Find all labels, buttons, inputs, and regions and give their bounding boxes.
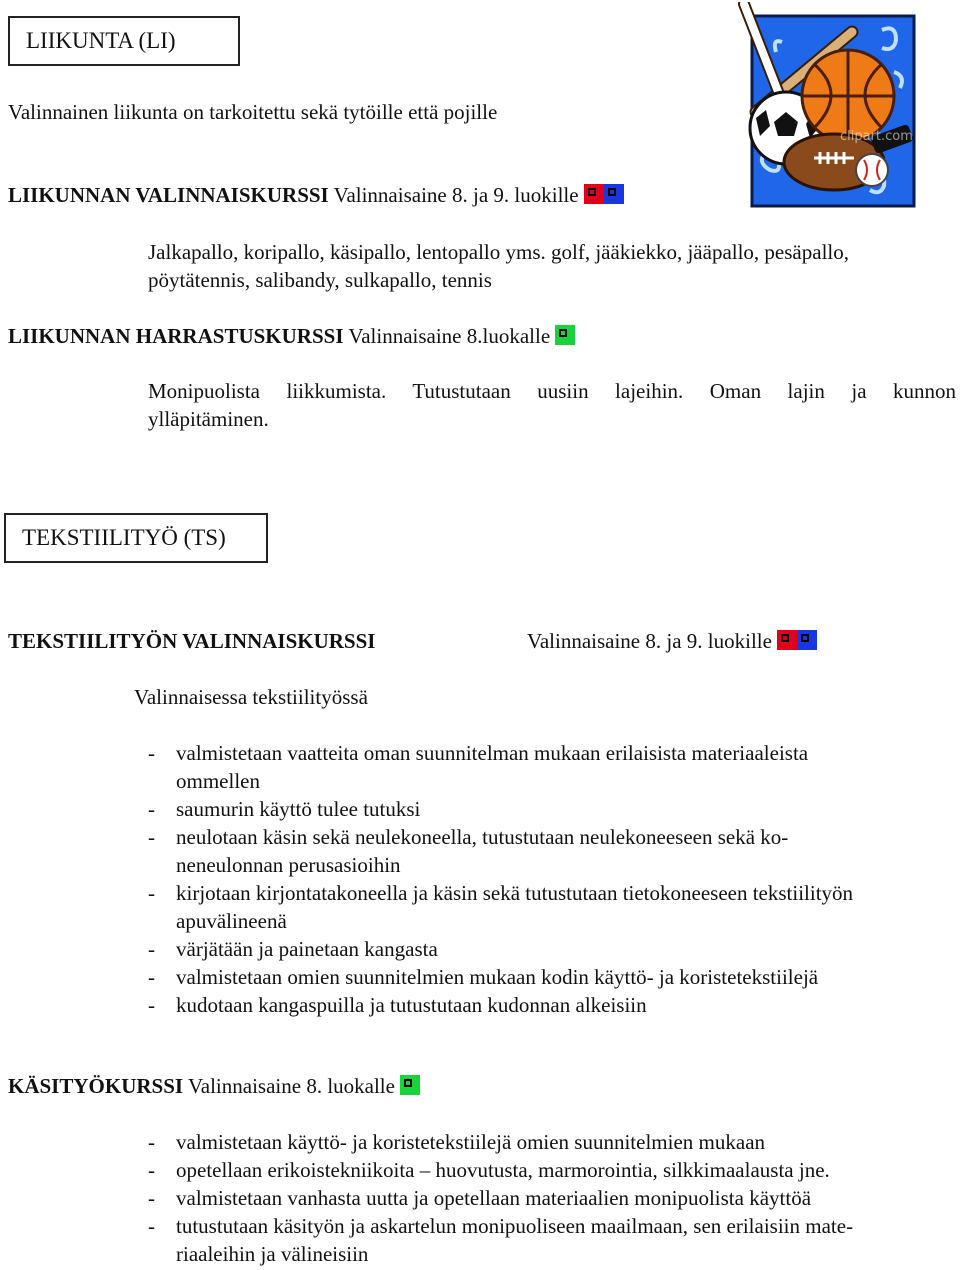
sports-balls-clipart-icon (722, 2, 920, 210)
list-item (148, 935, 958, 963)
list-item-line: riaaleihin ja välineisiin (176, 1242, 369, 1266)
course-title: KÄSITYÖKURSSI (8, 1074, 184, 1098)
grade8-marker-icon (777, 630, 797, 650)
liikunta-course2-desc-line2: ylläpitäminen. (148, 407, 269, 431)
list-bullet-dash: - (148, 797, 155, 821)
list-item-line: opetellaan erikoistekniikoita – huovutusta, marmorointia, silkkimaalausta jne. (176, 1158, 830, 1182)
list-item (148, 795, 958, 823)
tekstiilityo-course1-list (148, 739, 958, 1019)
liikunta-course2-desc-line1: Monipuolista liikkumista. Tutustutaan uusiin lajeihin. Oman lajin ja kunnon (148, 379, 956, 403)
list-item-line: valmistetaan vanhasta uutta ja opetellaan materiaalien monipuolista käyttöä (176, 1186, 812, 1210)
list-bullet-dash: - (148, 965, 155, 989)
course-info: Valinnaisaine 8. ja 9. luokille (333, 183, 579, 207)
list-item-line: valmistetaan omien suunnitelmien mukaan kodin käyttö- ja koristetekstiilejä (176, 965, 819, 989)
list-item-line: kirjotaan kirjontatakoneella ja käsin sekä tutustutaan tietokoneeseen tekstiilityön (176, 881, 854, 905)
grade9-marker-icon (797, 630, 817, 650)
list-item (148, 1184, 958, 1212)
list-bullet-dash: - (148, 1186, 155, 1210)
list-bullet-dash: - (148, 825, 155, 849)
course-title: TEKSTIILITYÖN VALINNAISKURSSI (8, 629, 376, 653)
list-bullet-dash: - (148, 741, 155, 765)
list-item-line: saumurin käyttö tulee tutuksi (176, 797, 421, 821)
list-bullet-dash: - (148, 993, 155, 1017)
list-item-line: neneulonnan perusasioihin (176, 853, 401, 877)
tekstiilityo-heading: TEKSTIILITYÖ (TS) (4, 513, 268, 563)
list-item-line: kudotaan kangaspuilla ja tutustutaan kudonnan alkeisiin (176, 993, 647, 1017)
grade9-marker-icon (604, 184, 624, 204)
list-item-line: värjätään ja painetaan kangasta (176, 937, 438, 961)
list-bullet-dash: - (148, 1214, 155, 1238)
course-info: Valinnaisaine 8. luokalle (187, 1074, 395, 1098)
list-item-line: ommellen (176, 769, 260, 793)
liikunta-course1-desc-line1: Jalkapallo, koripallo, käsipallo, lentopallo yms. golf, jääkiekko, jääpallo, pesäpallo, (148, 240, 849, 264)
list-item (148, 823, 958, 879)
liikunta-course1-desc-line2: pöytätennis, salibandy, sulkapallo, tennis (148, 268, 492, 292)
list-item (148, 991, 958, 1019)
tekstiilityo-course1-info-row (527, 627, 817, 655)
course-title: LIIKUNNAN HARRASTUSKURSSI (8, 324, 344, 348)
course-info: Valinnaisaine 8.luokalle (348, 324, 551, 348)
list-item (148, 879, 958, 935)
course-title: LIIKUNNAN VALINNAISKURSSI (8, 183, 329, 207)
liikunta-course1-row (8, 181, 624, 209)
list-item-line: apuvälineenä (176, 909, 287, 933)
grade8-marker-icon (555, 325, 575, 345)
list-item (148, 963, 958, 991)
grade8-marker-icon (400, 1075, 420, 1095)
list-item-line: valmistetaan vaatteita oman suunnitelman mukaan erilaisista materiaaleista (176, 741, 809, 765)
liikunta-intro: Valinnainen liikunta on tarkoitettu sekä tytöille että pojille (8, 100, 498, 124)
course-info: Valinnaisaine 8. ja 9. luokille (527, 629, 772, 653)
clipart-watermark: clipart.com (840, 129, 913, 144)
list-bullet-dash: - (148, 937, 155, 961)
liikunta-course2-row (8, 322, 575, 350)
list-item (148, 1156, 958, 1184)
liikunta-heading: LIIKUNTA (LI) (8, 16, 240, 66)
list-item (148, 1128, 958, 1156)
grade8-marker-icon (584, 184, 604, 204)
list-item-line: neulotaan käsin sekä neulekoneella, tutustutaan neulekoneeseen sekä ko- (176, 825, 789, 849)
list-bullet-dash: - (148, 1158, 155, 1182)
list-item (148, 1212, 958, 1268)
list-item-line: valmistetaan käyttö- ja koristetekstiilejä omien suunnitelmien mukaan (176, 1130, 766, 1154)
kasityokurssi-row (8, 1072, 420, 1100)
list-bullet-dash: - (148, 1130, 155, 1154)
list-item-line: tutustutaan käsityön ja askartelun monipuoliseen maailmaan, sen erilaisiin mate- (176, 1214, 854, 1238)
list-bullet-dash: - (148, 881, 155, 905)
tekstiilityo-course1-lead: Valinnaisessa tekstiilityössä (134, 685, 368, 709)
kasityokurssi-list (148, 1128, 958, 1268)
list-item (148, 739, 958, 795)
